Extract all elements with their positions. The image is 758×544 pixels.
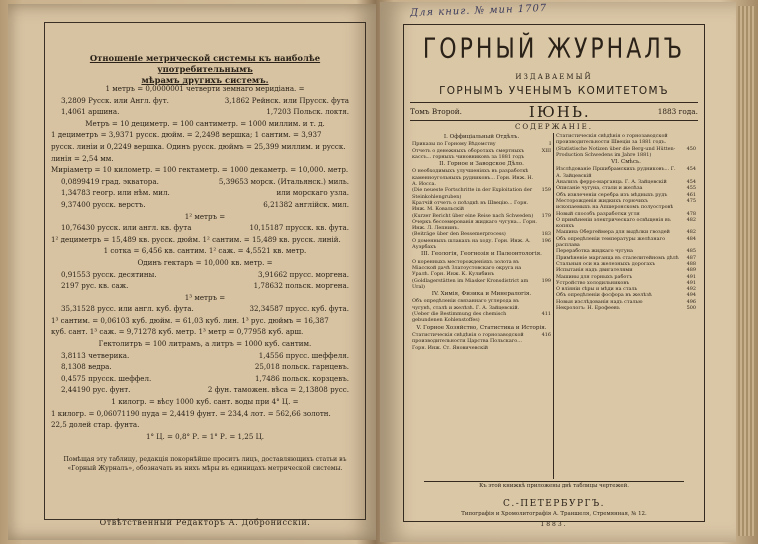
metric-row: куб. сант. 1³ саж. = 9,71278 куб. метр. 1³ метр = 0,77958 куб. арш.	[51, 327, 304, 337]
toc-entry-page: 196	[541, 237, 551, 244]
metric-row: 1 килогр. = 0,06071190 пуда = 2,4419 фунт. = 234,4 лот. = 562,66 золотн.	[51, 408, 331, 418]
metric-value-right: 3,1862 Рейнск. или Прусск. фута	[224, 95, 349, 105]
toc-entry	[412, 278, 551, 291]
toc-entry-page: 485	[686, 248, 696, 255]
toc-section-heading: VI. Смѣсь.	[611, 159, 641, 166]
toc-section-heading: II. Горное и Заводское Дѣло.	[439, 161, 524, 168]
toc-entry-page: 491	[686, 273, 696, 280]
toc-entry-page	[537, 200, 551, 213]
toc-entry-page	[537, 219, 551, 232]
toc-entry	[556, 198, 696, 211]
publication-year: 1883.	[540, 521, 568, 528]
printer-line: Типографія и Хромолитографія А. Траншеля, Стремянная, № 12.	[461, 511, 647, 517]
toc-entry-page: 461	[686, 191, 696, 198]
editorial-note: Помѣщая эту таблицу, редакція покорнѣйше проситъ лицъ, доставляющихъ статьи въ «Горный Журналъ», обозначать въ нихъ мѣры въ единицахъ метрической системы.	[63, 456, 347, 472]
toc-entry-page: 475	[686, 197, 696, 204]
toc-entry-page: 489	[686, 267, 696, 274]
toc-entry-title: Машина Обергеймера для выдѣлки гвоздей	[556, 229, 670, 236]
metric-row	[51, 176, 359, 188]
metric-row: линія = 2,54 мм.	[51, 153, 114, 163]
metric-value-right: 1,7203 Польск. локтя.	[266, 107, 349, 117]
toc-entry-title: Изслѣдованіе Пршибрамскихъ рудниковъ... Г. А. Зайцевскій	[556, 166, 676, 179]
toc-entry	[556, 217, 696, 230]
toc-entry-title: Очеркъ бессемерованія жидкаго чугуна... Горн. Инж. Л. Лепнинъ.	[412, 218, 537, 232]
toc-entry-title: Приказы по Горному Вѣдомству	[412, 141, 496, 148]
toc-entry-title: Объ опредѣленіи фосфора въ желѣзѣ	[556, 292, 652, 299]
toc-entry-page	[682, 133, 696, 146]
toc-entry-page: 411	[541, 311, 551, 318]
table-of-contents	[410, 133, 698, 479]
metric-value-right: 6,21382 англійск. мил.	[263, 199, 349, 209]
toc-entry	[412, 311, 551, 324]
toc-entry-page: XIII	[541, 147, 551, 154]
publication-city: С.-ПЕТЕРБУРГЪ.	[503, 499, 605, 509]
toc-section-heading: IV. Химія, Физика и Минералогія.	[431, 291, 532, 298]
metric-row: 1 дециметръ = 3,9371 русск. дюйм. = 2,2498 вершка; 1 сантим. = 3,937	[51, 130, 322, 140]
issue-year: 1883 года.	[657, 107, 698, 116]
toc-entry-page: 478	[686, 210, 696, 217]
metric-row	[51, 361, 359, 373]
metric-value-right: 5,39653 морск. (Итальянск.) миль.	[218, 176, 349, 186]
toc-entry	[412, 298, 551, 311]
metric-value-right: 1,7486 польск. корзцевъ.	[255, 373, 349, 383]
toc-entry	[412, 168, 551, 187]
toc-entry-page: I	[549, 141, 551, 148]
journal-title: ГОРНЫЙ ЖУРНАЛЪ	[422, 33, 686, 66]
committee-name: ГОРНЫМЪ УЧЕНЫМЪ КОМИТЕТОМЪ	[439, 85, 669, 97]
metric-value-right: или морскаго узла.	[276, 188, 349, 198]
toc-left-column	[410, 133, 554, 479]
toc-entry-title: Машины для горныхъ работъ	[556, 273, 633, 280]
toc-entry-page	[537, 259, 551, 278]
toc-entry-page: 179	[541, 212, 551, 219]
metric-value-left: 0,4575 прусск. шеффел.	[61, 373, 152, 383]
page-edges	[738, 6, 756, 536]
toc-entry	[412, 332, 551, 351]
toc-entry-page: 487	[686, 254, 696, 261]
metric-title-line-2: мѣрамъ другихъ системъ.	[141, 75, 269, 85]
issue-month: ІЮНЬ.	[528, 102, 591, 121]
toc-entry-title: (Beiträge über den Bessemerprocess)	[412, 231, 506, 238]
toc-entry-title: О необходимыхъ улучшеніяхъ въ разработкѣ каменноугольныхъ рудниковъ... Горн. Инж. Н. А. Иосса.	[412, 168, 534, 188]
toc-entry-title: (Goldlagerstätten im Miasker Kronsdistrict am Ural)	[412, 277, 529, 290]
toc-entry	[412, 219, 551, 232]
toc-entry-page: 454	[686, 179, 696, 186]
toc-entry-page: 484	[686, 235, 696, 242]
metric-row: 1 килогр. = вѣсу 1000 куб. сант. воды при 4° Ц. =	[111, 397, 299, 407]
metric-conversion-list	[51, 83, 359, 442]
toc-entry	[412, 259, 551, 278]
toc-entry-title: Примѣненіе марганца въ сталелитейномъ дѣлѣ	[556, 254, 679, 261]
metric-value-left: 2,44190 рус. фунт.	[61, 385, 131, 395]
handwritten-note: Для книг. № мин 1707	[409, 3, 548, 19]
toc-entry-page	[537, 298, 551, 311]
metric-row	[51, 303, 359, 315]
toc-entry-title: Объ опредѣленіи температуры желѣзнаго расплава	[556, 235, 666, 249]
toc-entry-title: Переработка жидкаго чугуна	[556, 248, 633, 255]
toc-entry-title: (Statistische Notizen über die Berg-und Hütten-Production Schwedens im Jahre 1881)	[556, 145, 676, 158]
metric-row: Миріаметр = 10 километр. = 100 гектаметр. = 1000 декаметр. = 10,000. метр.	[51, 165, 349, 175]
metric-value-right: 1,78632 польск. моргена.	[253, 281, 349, 291]
toc-entry-title: Объ опредѣленіи связаннаго углерода въ чугунѣ, сталѣ и желѣзѣ. Г. А. Зайцевскій.	[412, 298, 520, 311]
metric-row	[51, 373, 359, 385]
toc-entry-title: Статистическія свѣдѣнія о горнозаводской производительности Царства Польскаго... Горн. Инж. Ст. Яновичевскій	[412, 331, 524, 351]
toc-entry-title: Новыя изслѣдованія надъ сталью	[556, 298, 643, 305]
metric-value-right: 25,018 польск. гарнцевъ.	[254, 362, 349, 372]
metric-value-right: 32,34587 прусс. куб. фута.	[249, 304, 349, 314]
toc-entry-page: 492	[686, 286, 696, 293]
toc-entry	[412, 148, 551, 161]
toc-entry-page: 450	[686, 145, 696, 152]
responsible-editor: Отвѣтственный Редакторъ А. Добронисскій.	[99, 518, 311, 527]
toc-entry-title: Стальныя оси на железныхъ дорогахъ	[556, 260, 656, 267]
toc-entry-page: 199	[541, 277, 551, 284]
issued-by-label: ИЗДАВАЕМЫЙ	[515, 73, 593, 81]
toc-entry-title: О доменныхъ шлакахъ на ходу. Горн. Инж. А. Ауэрбахъ	[412, 237, 531, 251]
toc-entry-title: Новый способъ разработки угля	[556, 210, 640, 217]
toc-entry	[412, 200, 551, 213]
metric-table-title	[49, 53, 361, 86]
toc-entry	[556, 166, 696, 179]
metric-row	[51, 384, 359, 396]
toc-entry-title: Анализъ ферро-марганца. Г. А. Зайцевскій	[556, 179, 667, 186]
toc-entry-page: 416	[541, 331, 551, 338]
metric-value-right: 2 фун. таможен. вѣса = 2,13808 русс.	[207, 385, 349, 395]
toc-entry-title: Кратчій отчетъ о поѣздкѣ въ Швецію... Горн. Инж. М. Ковальскій	[412, 199, 529, 213]
toc-entry-title: Объ извлеченіи серебра изъ мѣдныхъ рудъ	[556, 191, 668, 198]
toc-entry-page: 482	[686, 229, 696, 236]
toc-entry	[412, 187, 551, 200]
toc-entry-title: Месторожденія жидкихъ горючихъ ископаемыхъ на Апшеронскомъ полуостровѣ	[556, 197, 674, 211]
toc-entry-page: 454	[686, 166, 696, 173]
metric-row: 1² метръ =	[184, 211, 226, 221]
toc-entry-page: 496	[686, 298, 696, 305]
volume-label: Томъ Второй.	[410, 107, 462, 116]
toc-entry-title: Устройство холодильниковъ	[556, 279, 630, 286]
toc-entry-page: 159	[541, 187, 551, 194]
toc-entry-title: Испытанія надъ двигателями	[556, 267, 633, 274]
toc-entry-title: Описаніе чугуна, стали и желѣза	[556, 185, 643, 192]
toc-entry-title: О коренныхъ месторожденіяхъ золота въ Міасской дачѣ Златоустовскаго округа на Уралѣ. Горн. Инж. К. Кулибинъ	[412, 258, 522, 278]
metric-row: Одинъ гектаръ = 10,000 кв. метр. =	[137, 257, 273, 267]
plates-note: Къ этой книжкѣ приложены двѣ таблицы чертежей.	[479, 483, 629, 489]
metric-row: 1° Ц. = 0,8° Р. = 1° Р. = 1,25 Ц.	[145, 431, 265, 441]
metric-value-right: 1,4556 прусс. шеффеля.	[258, 350, 349, 360]
metric-value-left: 35,31528 русс. или англ. куб. фута.	[61, 304, 194, 314]
title-page-frame	[403, 24, 705, 528]
metric-value-left: 3,8113 четверика.	[61, 350, 130, 360]
metric-row: русск. линіи и 0,2249 вершка. Одинъ русск. дюймъ = 25,399 миллим. и русск.	[51, 141, 346, 151]
metric-row	[51, 350, 359, 362]
toc-entry	[556, 133, 696, 146]
metric-value-left: 3,2809 Русск. или Англ. фут.	[61, 95, 169, 105]
metric-value-left: 9,37400 русск. верстъ.	[61, 199, 146, 209]
metric-row	[51, 95, 359, 107]
toc-entry-title: О вліяніи сѣры и мѣди на сталь	[556, 286, 638, 293]
toc-section-heading: V. Горное Хозяйство, Статистика и Исторія.	[416, 324, 547, 331]
metric-value-left: 1,4061 аршина.	[61, 107, 120, 117]
metric-value-right: 3,91662 прусс. моргена.	[258, 269, 349, 279]
toc-entry-page: 500	[686, 305, 696, 312]
metric-row	[51, 280, 359, 292]
metric-table-frame	[44, 22, 366, 520]
toc-entry-page	[537, 168, 551, 187]
toc-entry-page: 183	[541, 231, 551, 238]
metric-row: 1³ метръ =	[184, 292, 226, 302]
metric-row	[51, 222, 359, 234]
toc-right-column	[554, 133, 698, 479]
metric-row: 1³ сантим. = 0,06103 куб. дюйм. = 61,03 куб. лин. 1³ рус. дюймъ = 16,387	[51, 315, 329, 325]
metric-row	[51, 106, 359, 118]
metric-value-left: 8,1308 ведра.	[61, 362, 112, 372]
toc-entry-title: Статистическія свѣдѣнія о горнозаводской производительности Швеціи за 1881 годъ.	[556, 133, 668, 146]
metric-row: 1 сотка = 6,456 кв. сантим. 1² саж. = 4,5521 кв. метр.	[103, 246, 307, 256]
metric-row	[51, 199, 359, 211]
toc-section-heading: III. Геологія, Геогнозія и Палеонтологія.	[421, 251, 542, 258]
toc-section-heading: I. Оффиціальный Отдѣлъ.	[443, 134, 520, 140]
toc-entry-page: 494	[686, 292, 696, 299]
toc-entry	[412, 238, 551, 251]
metric-row	[51, 187, 359, 199]
toc-entry-page: 488	[686, 260, 696, 267]
toc-entry-page: 491	[686, 279, 696, 286]
metric-row: Метръ = 10 дециметр. = 100 сантиметр. = 1000 миллим. и т. д.	[85, 118, 325, 128]
metric-row	[51, 269, 359, 281]
metric-value-left: 0,0899419 град. экватора.	[61, 176, 159, 186]
metric-row: 22,5 долей стар. фунта.	[51, 420, 140, 430]
metric-value-left: 1,34783 геогр. или нѣм. мил.	[61, 188, 170, 198]
toc-entry-title: Некрологъ: Н. Ерофеевъ	[556, 305, 620, 312]
toc-entry-title: (Kurzer Bericht über eine Reise nach Schweden)	[412, 212, 534, 219]
toc-entry-page: 455	[686, 185, 696, 192]
metric-value-left: 0,91553 русск. десятины.	[61, 269, 157, 279]
toc-entry	[556, 305, 696, 311]
toc-entry-title: (Die neueste Fortschritte in der Exploitation der Steinkohlengruben)	[412, 187, 533, 200]
contents-heading: СОДЕРЖАНІЕ.	[515, 123, 593, 131]
toc-entry-title: О примѣненіи электрическаго освѣщенія въ копяхъ	[556, 216, 671, 230]
toc-entry-page: 482	[686, 216, 696, 223]
issue-info	[410, 102, 698, 121]
divider	[424, 481, 684, 482]
metric-value-left: 10,76430 русск. или англ. кв. фута	[61, 223, 192, 233]
toc-entry	[556, 236, 696, 249]
metric-value-left: 2197 рус. кв. саж.	[61, 281, 129, 291]
metric-row: 1 метръ = 0,0000001 четверти земнаго меридіана. =	[105, 84, 305, 93]
metric-value-right: 10,15187 прусск. кв. фута.	[249, 223, 349, 233]
toc-entry-title: (Ueber die Bestimmung des chemisch gebundenen Kohlenstoffes)	[412, 311, 507, 324]
metric-row: Гектолитръ = 100 литрамъ, а литръ = 1000 куб. сантим.	[98, 339, 312, 349]
metric-title-line-1: Отношеніе метрической системы къ наиболѣе употребительнымъ	[89, 53, 321, 74]
toc-entry	[556, 146, 696, 159]
toc-entry-title: Отчетъ о денежныхъ оборотахъ смертныхъ кассъ... горныхъ чиновниковъ за 1881 годъ	[412, 147, 525, 160]
metric-row: 1² дециметръ = 15,489 кв. русск. дюйм. 1² сантим. = 15,489 кв. русск. линій.	[51, 234, 341, 244]
